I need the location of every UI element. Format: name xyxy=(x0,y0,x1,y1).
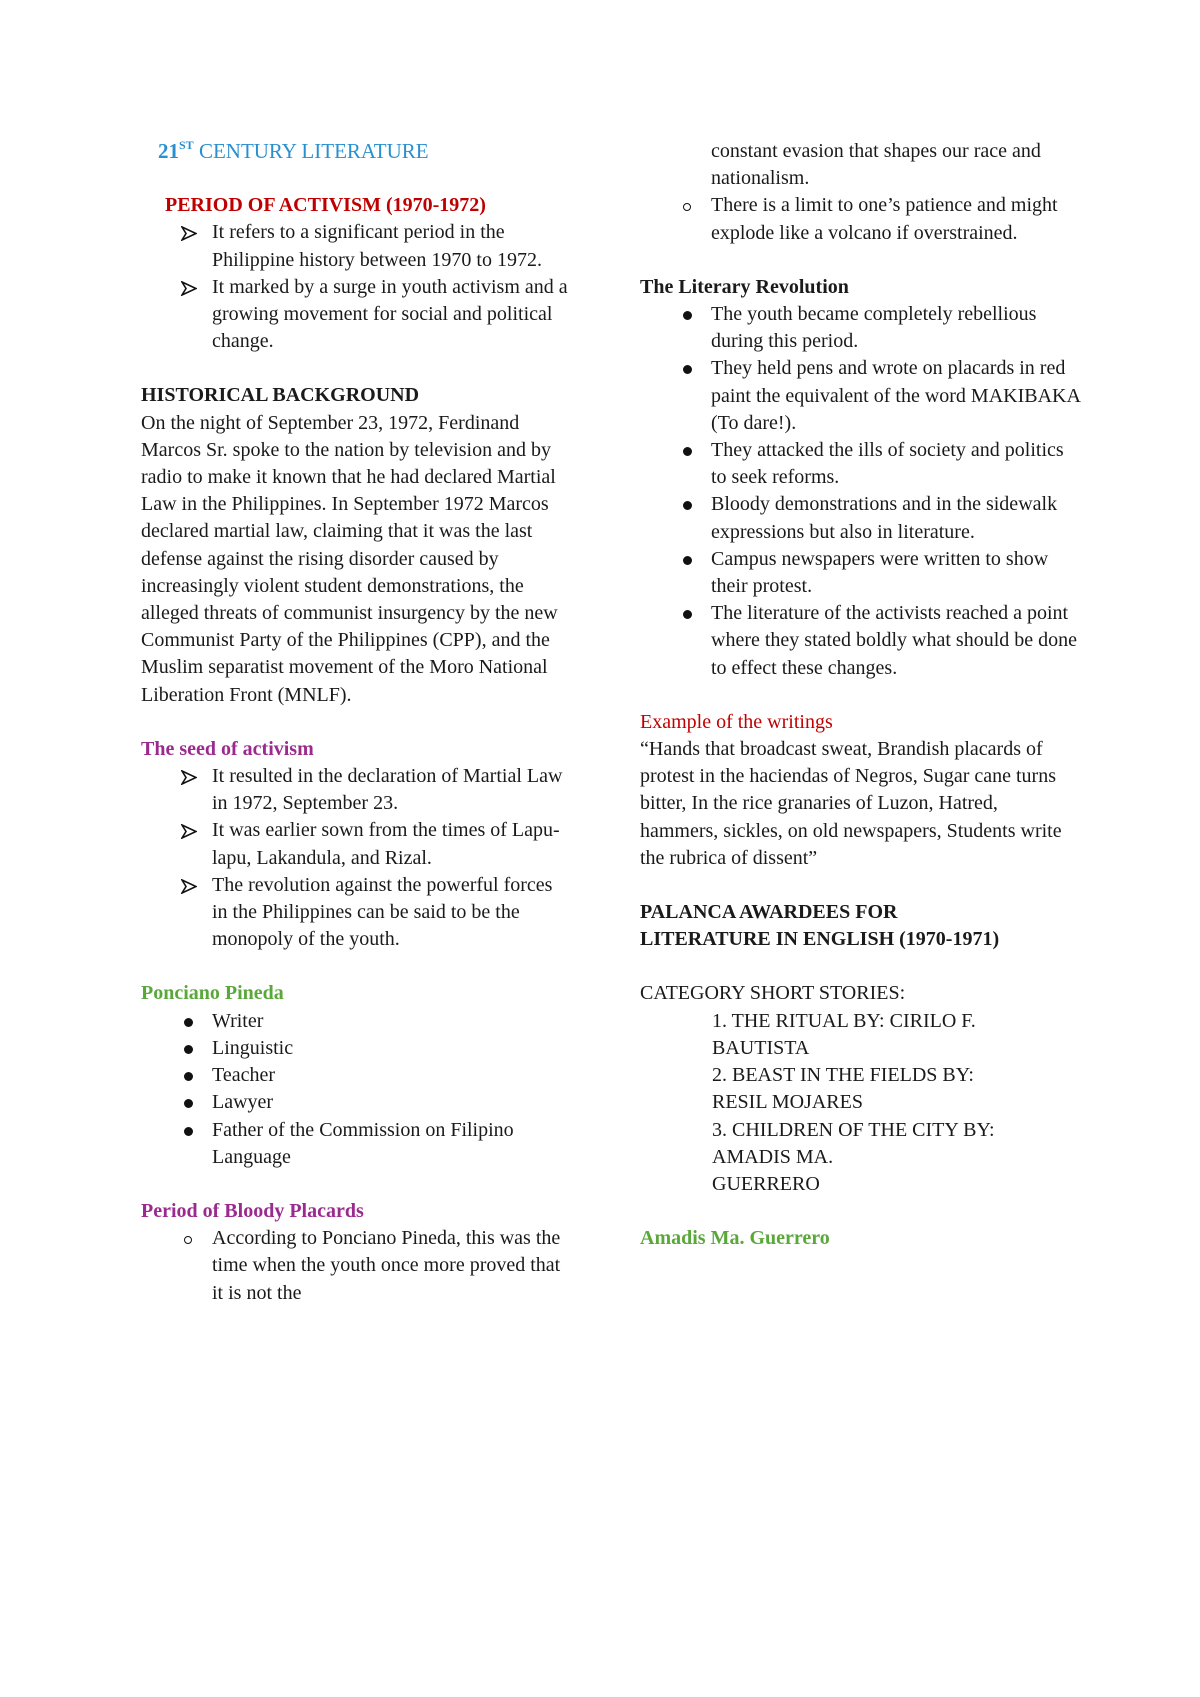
example-text: “Hands that broadcast sweat, Brandish placards of protest in the haciendas of Negros, Sugar cane turns bitter, In the rice granaries of Luzon, Hatred, hammers, sickles, on old newspapers, Students write the rubrica of dissent” xyxy=(640,738,1062,869)
palanca-entry: BAUTISTA xyxy=(712,1036,810,1059)
example-heading: Example of the writings xyxy=(640,710,833,733)
list-item: It was earlier sown from the times of Lapu-lapu, Lakandula, and Rizal. xyxy=(141,817,571,871)
list-item: Campus newspapers were written to show their protest. xyxy=(640,546,1080,600)
bullet-dot-icon xyxy=(683,311,692,320)
list-item: The literature of the activists reached a point where they stated boldly what should be done to effect these changes. xyxy=(640,600,1080,682)
pineda-list xyxy=(141,1008,571,1171)
list-item: Linguistic xyxy=(141,1035,571,1062)
palanca-category: CATEGORY SHORT STORIES: xyxy=(640,982,906,1005)
bullet-dot-icon xyxy=(683,610,692,619)
arrow-bullet-icon xyxy=(181,872,205,902)
arrow-bullet-icon xyxy=(181,219,205,249)
bullet-dot-icon xyxy=(184,1127,193,1136)
list-item: Lawyer xyxy=(141,1089,571,1116)
left-column xyxy=(141,138,571,1307)
bullet-dot-icon xyxy=(683,556,692,565)
list-item: Writer xyxy=(141,1008,571,1035)
list-item: According to Ponciano Pineda, this was the time when the youth once more proved that it is not the xyxy=(141,1225,571,1307)
page-title xyxy=(141,138,571,165)
seed-list xyxy=(141,763,571,953)
revolution-heading: The Literary Revolution xyxy=(640,275,849,298)
bullet-dot-icon xyxy=(184,1072,193,1081)
placards-list-left xyxy=(141,1225,571,1307)
list-item: Father of the Commission on Filipino Language xyxy=(141,1117,571,1171)
bullet-dot-icon xyxy=(683,501,692,510)
arrow-bullet-icon xyxy=(181,817,205,847)
list-item: They attacked the ills of society and politics to seek reforms. xyxy=(640,437,1080,491)
bullet-dot-icon xyxy=(184,1018,193,1027)
pineda-heading: Ponciano Pineda xyxy=(141,982,284,1005)
placards-list-right xyxy=(640,192,1080,246)
title-superscript: ST xyxy=(179,138,194,152)
list-item: It resulted in the declaration of Martial Law in 1972, September 23. xyxy=(141,763,571,817)
bullet-dot-icon xyxy=(683,365,692,374)
guerrero-heading: Amadis Ma. Guerrero xyxy=(640,1227,830,1250)
right-column xyxy=(640,138,1080,1252)
palanca-heading-line2: LITERATURE IN ENGLISH (1970-1971) xyxy=(640,928,1000,951)
list-item: It refers to a significant period in the Philippine history between 1970 to 1972. xyxy=(141,219,571,273)
historical-heading: HISTORICAL BACKGROUND xyxy=(141,384,420,407)
title-text: CENTURY LITERATURE xyxy=(193,139,429,163)
list-item: There is a limit to one’s patience and might explode like a volcano if overstrained. xyxy=(640,192,1080,246)
placards-continuation: constant evasion that shapes our race and nationalism. xyxy=(711,140,1041,190)
palanca-heading xyxy=(640,899,1080,953)
list-item: It marked by a surge in youth activism and a growing movement for social and political change. xyxy=(141,274,571,356)
palanca-entry: GUERRERO xyxy=(712,1172,820,1195)
arrow-bullet-icon xyxy=(181,274,205,304)
palanca-entries xyxy=(640,1008,1080,1198)
bullet-circle-icon xyxy=(683,203,691,211)
bullet-dot-icon xyxy=(184,1045,193,1054)
list-item: The youth became completely rebellious during this period. xyxy=(640,301,1080,355)
palanca-entry: RESIL MOJARES xyxy=(712,1091,863,1114)
historical-text: On the night of September 23, 1972, Ferdinand Marcos Sr. spoke to the nation by television and by radio to make it known that he had declared Martial Law in the Philippines. In September 1972 Marcos declared martial law, claiming that it was the last defense against the rising disorder caused by increasingly violent student demonstrations, the alleged threats of communist insurgency by the new Communist Party of the Philippines (CPP), and the Muslim separatist movement of the Moro National Liberation Front (MNLF). xyxy=(141,411,558,706)
bullet-dot-icon xyxy=(683,447,692,456)
revolution-list xyxy=(640,301,1080,682)
bullet-dot-icon xyxy=(184,1099,193,1108)
list-item: Teacher xyxy=(141,1062,571,1089)
palanca-heading-line1: PALANCA AWARDEES FOR xyxy=(640,901,898,924)
seed-heading: The seed of activism xyxy=(141,737,314,760)
bullet-circle-icon xyxy=(184,1236,192,1244)
palanca-entry: 1. THE RITUAL BY: CIRILO F. xyxy=(712,1009,976,1032)
list-item: They held pens and wrote on placards in red paint the equivalent of the word MAKIBAKA (To dare!). xyxy=(640,355,1080,437)
arrow-bullet-icon xyxy=(181,763,205,793)
palanca-entry: 2. BEAST IN THE FIELDS BY: xyxy=(712,1064,974,1087)
placards-heading: Period of Bloody Placards xyxy=(141,1199,364,1222)
palanca-entry: AMADIS MA. xyxy=(712,1145,834,1168)
list-item: Bloody demonstrations and in the sidewalk expressions but also in literature. xyxy=(640,491,1080,545)
activism-heading: PERIOD OF ACTIVISM (1970-1972) xyxy=(165,194,486,217)
list-item: The revolution against the powerful forces in the Philippines can be said to be the monopoly of the youth. xyxy=(141,872,571,954)
activism-list xyxy=(141,219,571,355)
palanca-entry: 3. CHILDREN OF THE CITY BY: xyxy=(712,1118,995,1141)
title-number: 21 xyxy=(158,139,179,163)
